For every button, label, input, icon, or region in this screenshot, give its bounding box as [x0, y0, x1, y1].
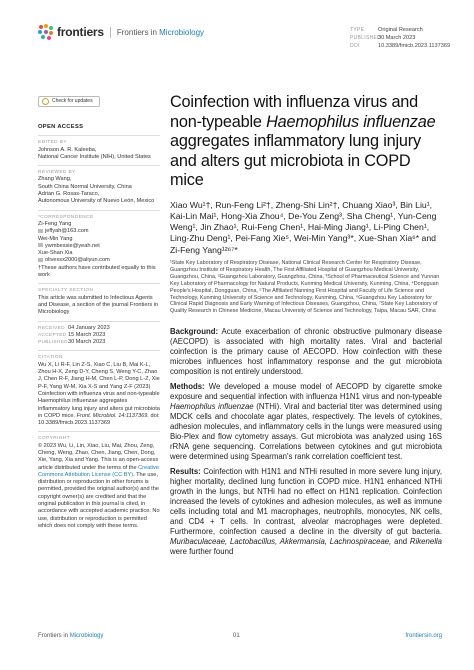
abstract-results: Results: Coinfection with H1N1 and NTHi resulted in more severe lung injury, higher mortality, declined lung function in COPD mice. H1N1 enhanced NTHi growth in the lungs, but NTHi had no effect on H1N1 replication. Coinfection increased the levels of cytokines and adhesion molecules, as well as immune cells including total and M1 macrophages, neutrophils, monocytes, NK cells, and CD4 + T cells. In contrast, alveolar macrophages were depleted. Furthermore, coinfection caused a decline in the diversity of gut bacteria. Muribaculaceae, Lactobacillus, Akkermansia, Lachnospiraceae, and Rikenella were further found	[170, 467, 443, 557]
envelope-icon	[38, 229, 43, 233]
brand-name: frontiers	[57, 25, 104, 39]
article-meta	[350, 26, 450, 50]
date-row: ACCEPTED 15 March 2023	[38, 331, 106, 338]
sidebar	[38, 96, 160, 534]
article-main	[170, 93, 442, 562]
specialty-section: SPECIALTY SECTION This article was submitted to Infectious Agents and Disease, a section of the journal Frontiers in Microbiology	[38, 283, 160, 316]
date-row: RECEIVED 04 January 2023	[38, 324, 110, 331]
check-for-updates-button[interactable]: Check for updates	[38, 96, 100, 107]
email-link[interactable]: jeffyah@163.com	[38, 228, 160, 235]
copyright-section: COPYRIGHT © 2023 Wu, Li, Lin, Xiao, Liu, Mai, Zhou, Zeng, Cheng, Weng, Zhao, Chen, Jiang, Chen, Dong, Xie, Yang, Xia and Yang. This is an open-access article distributed under the terms of the Creative Commons Attribution License (CC BY). The use, distribution or reproduction in other forums is permitted, provided the original author(s) and the copyright owner(s) are credited and that the original publication in this journal is cited, in accordance with accepted academic practice. No use, distribution or reproduction is permitted which does not comply with these terms.	[38, 431, 160, 530]
abstract-methods: Methods: We developed a mouse model of AECOPD by cigarette smoke exposure and sequential infection with influenza H1N1 virus and non-typeable Haemophilus influenzae (NTHi). Viral and bacterial titer was determined using MDCK cells and chocolate agar plates, respectively. The levels of cytokines, adhesion molecules, and inflammatory cells in the lungs were measured using Bio-Plex and flow cytometry assays. Gut microbiota was analyzed using 16S rRNA gene sequencing. Correlations between cytokines and gut microbiota were determined using Spearman's rank correlation coefficient test.	[170, 382, 442, 462]
meta-row: DOI 10.3389/fmicb.2023.1137369	[350, 43, 451, 49]
envelope-icon	[38, 243, 43, 247]
frontiers-logo[interactable]	[38, 24, 204, 40]
meta-row: PUBLISHED30 March 2023	[350, 35, 416, 41]
journal-name[interactable]: Frontiers in Microbiology	[116, 27, 205, 37]
license-link[interactable]: Creative Commons Attribution License (CC BY).	[38, 464, 159, 478]
date-row: PUBLISHED 30 March 2023	[38, 339, 106, 346]
corresponding-author: Zi-Feng Yang	[38, 220, 72, 227]
email-link[interactable]: olivexsx2000@aliyun.com	[38, 257, 160, 264]
author-list: Xiao Wu¹†, Run-Feng Li²†, Zheng-Shi Lin²†, Chuang Xiao³, Bin Liu¹, Kai-Lin Mai¹, Hong-Xia Zhou⁴, De-You Zeng³, Sha Cheng¹, Yun-Ceng Weng¹, Jin Zhao¹, Rui-Feng Chen¹, Hai-Ming Jiang¹, Li-Ping Chen¹, Ling-Zhu Deng¹, Pei-Fang Xie⁵, Wei-Min Yang³*, Xue-Shan Xia⁶* and Zi-Feng Yang¹²⁶⁷*	[170, 199, 437, 255]
footer-site-link[interactable]: frontiersin.org	[405, 633, 442, 639]
abstract-background: Background: Acute exacerbation of chronic obstructive pulmonary disease (AECOPD) is associated with high mortality rates. Viral and bacterial coinfection is the primary cause of AECOPD. How coinfection with these microbes influences host inflammatory response and the gut microbiota composition is not entirely understood.	[170, 327, 442, 377]
affiliations: ¹State Key Laboratory of Respiratory Disease, National Clinical Research Center for Respiratory Disease, Guangzhou Institute of Respiratory Health, The First Affiliated Hospital of Guangzhou Medical University, Guangzhou, China, ²Guangzhou Laboratory, Guangzhou, China, ³School of Pharmaceutical Science and Yunnan Key Laboratory of Pharmacology for Natural Products, Kunming Medical University, Kunming, China, ⁴Dongguan People's Hospital, Dongguan, China, ⁵The Affiliated Nanning First Hospital and Faculty of Life Science and Technology, Kunming University of Science and Technology, Kunming, China, ⁶Guangzhou Key Laboratory for Clinical Rapid Diagnosis and Early Warning of Infectious Diseases, Guangzhou, China, ⁷State Key Laboratory of Quality Research in Chinese Medicine, Macau University of Science and Technology, Taipa, Macau SAR, China	[170, 259, 440, 315]
reviewed-by-section: REVIEWED BY Zhang Wang, South China Normal University, China Adrian G. Rosas-Taraco, Autonomous University of Nuevo León, Mexico	[38, 165, 160, 205]
dates-section	[38, 321, 160, 347]
edited-by-section: EDITED BY Johnson A. R. Kaleeba, National Cancer Institute (NIH), United States	[38, 135, 160, 161]
equal-contribution-note: †These authors have contributed equally to this work	[38, 264, 156, 279]
citation-section: CITATION Wu X, Li R-F, Lin Z-S, Xiao C, Liu B, Mai K-L, Zhou H-X, Zeng D-Y, Cheng S, Weng Y-C, Zhao J, Chen R-F, Jiang H-M, Chen L-P, Dong L-Z, Xie P-F, Yang W-M, Xia X-S and Yang Z-F (2023) Coinfection with influenza virus and non-typeable Haemophilus influenzae aggregates inflammatory lung injury and alters gut microbiota in COPD mice. Front. Microbiol. 14:1137369. doi: 10.3389/fmicb.2023.1137369	[38, 350, 160, 427]
article-title: Coinfection with influenza virus and non-typeable Haemophilus influenzae aggregates inflammatory lung injury and alters gut microbiota in COPD mice	[170, 93, 436, 189]
corresponding-author: Xue-Shan Xia	[38, 250, 73, 257]
envelope-icon	[38, 258, 43, 262]
page-number: 01	[233, 633, 240, 639]
header-divider	[110, 27, 111, 38]
check-updates-icon	[42, 98, 49, 105]
open-access-label: OPEN ACCESS	[38, 124, 84, 130]
abstract	[170, 327, 442, 557]
frontiers-dots-icon	[38, 24, 54, 40]
email-link[interactable]: ywmbessie@yeah.net	[38, 243, 160, 250]
corresponding-author: Wei-Min Yang	[38, 235, 73, 242]
correspondence-section: *CORRESPONDENCE Zi-Feng Yang jeffyah@163.com Wei-Min Yang ywmbessie@yeah.net Xue-Shan Xia olivexsx2000@aliyun.com †These authors have contributed equally to this work	[38, 210, 160, 280]
meta-row: TYPE Original Research	[350, 27, 423, 33]
footer-journal[interactable]: Frontiers in Microbiology	[38, 633, 104, 639]
page-header	[0, 0, 474, 70]
